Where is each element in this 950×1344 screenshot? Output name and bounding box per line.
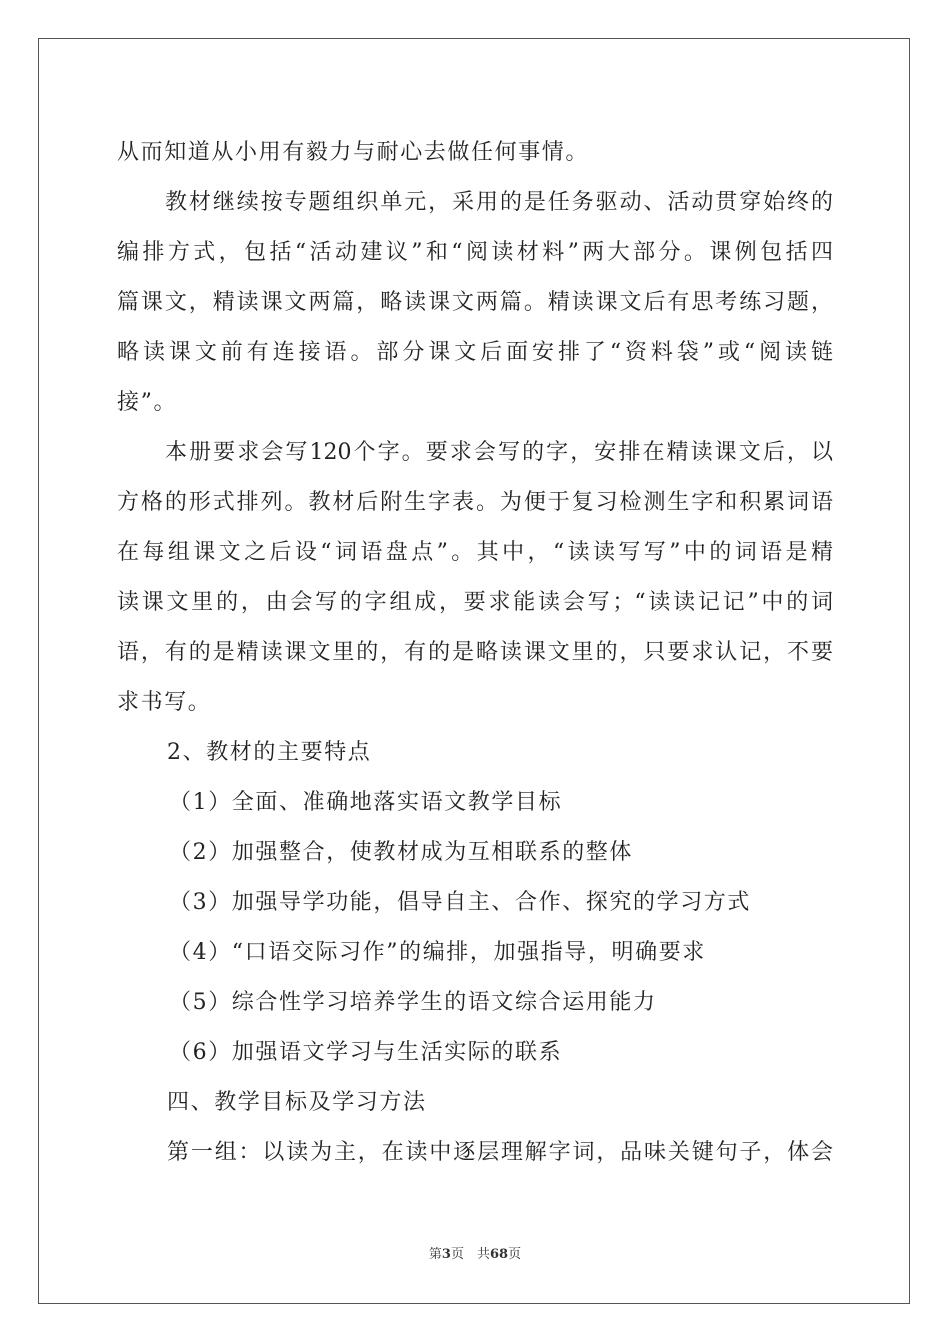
body-line-8: 方格的形式排列。教材后附生字表。为便于复习检测生字和积累词语	[117, 490, 833, 515]
page-footer	[0, 1243, 950, 1262]
section-heading-goals: 四、教学目标及学习方法	[167, 1090, 427, 1115]
body-line-2: 教材继续按专题组织单元，采用的是任务驱动、活动贯穿始终的	[165, 190, 833, 215]
body-line-21: 第一组：以读为主，在读中逐层理解字词，品味关键句子，体会	[167, 1140, 833, 1165]
page-total-number: 68	[489, 1247, 509, 1262]
feature-item-1: （1）全面、准确地落实语文教学目标	[169, 790, 563, 815]
body-line-7: 本册要求会写120个字。要求会写的字，安排在精读课文后，以	[165, 440, 833, 465]
body-line-10: 读课文里的，由会写的字组成，要求能读会写；“读读记记”中的词	[117, 590, 833, 615]
feature-item-3: （3）加强导学功能，倡导自主、合作、探究的学习方式	[169, 890, 751, 915]
body-line-4: 篇课文，精读课文两篇，略读课文两篇。精读课文后有思考练习题，	[117, 290, 833, 315]
section-heading-features: 2、教材的主要特点	[167, 740, 372, 765]
feature-item-5: （5）综合性学习培养学生的语文综合运用能力	[169, 990, 657, 1015]
body-line-6: 接”。	[117, 390, 178, 415]
body-line-5: 略读课文前有连接语。部分课文后面安排了“资料袋”或“阅读链	[117, 340, 833, 365]
feature-item-4: （4）“口语交际习作”的编排，加强指导，明确要求	[169, 940, 706, 965]
page-mid: 页 共	[450, 1247, 490, 1262]
page-suffix: 页	[508, 1247, 522, 1262]
feature-item-2: （2）加强整合，使教材成为互相联系的整体	[169, 840, 633, 865]
body-line-12: 求书写。	[117, 690, 212, 715]
feature-item-6: （6）加强语文学习与生活实际的联系	[169, 1040, 563, 1065]
body-line-11: 语，有的是精读课文里的，有的是略读课文里的，只要求认记，不要	[117, 640, 833, 665]
page-prefix: 第	[428, 1247, 442, 1262]
body-line-9: 在每组课文之后设“词语盘点”。其中，“读读写写”中的词语是精	[117, 540, 833, 565]
page-current-number: 3	[441, 1247, 451, 1262]
body-line-1: 从而知道从小用有毅力与耐心去做任何事情。	[117, 140, 590, 165]
body-line-3: 编排方式，包括“活动建议”和“阅读材料”两大部分。课例包括四	[117, 240, 833, 265]
